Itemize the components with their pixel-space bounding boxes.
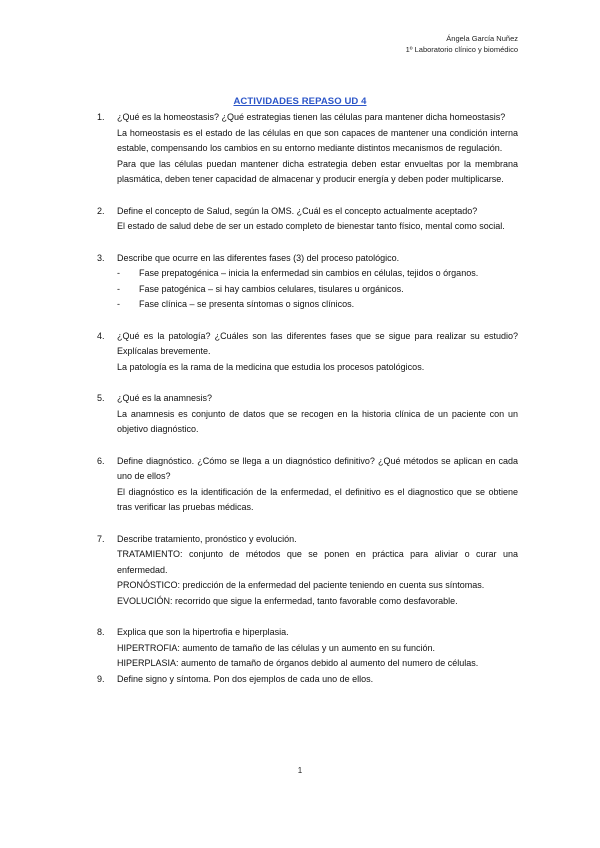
answer-text: EVOLUCIÓN: recorrido que sigue la enfermedad, tanto favorable como desfavorable. — [117, 595, 458, 606]
questions-list — [97, 110, 518, 687]
question-text: ¿Qué es la anamnesis? — [117, 393, 213, 403]
answer-text: El estado de salud debe de ser un estado completo de bienestar tanto físico, mental como social. — [117, 221, 505, 231]
answer-text: La patología es la rama de la medicina que estudia los procesos patológicos. — [117, 361, 425, 372]
list-item: - Fase prepatogénica – inicia la enfermedad sin cambios en células, tejidos o órganos. — [117, 268, 479, 278]
question-text: Define el concepto de Salud, según la OMS. ¿Cuál es el concepto actualmente aceptado? — [117, 205, 478, 216]
question-number: 2. — [97, 205, 105, 216]
question-1 — [97, 110, 518, 188]
answer-text: La anamnesis es conjunto de datos que se recogen en la historia clínica de un paciente con un objetivo diagnóstico. — [117, 408, 518, 434]
question-2 — [97, 204, 518, 235]
phase-list — [117, 266, 518, 313]
author-name: Ángela García Nuñez — [446, 34, 518, 43]
question-8 — [97, 625, 518, 672]
question-4 — [97, 329, 518, 376]
question-3 — [97, 251, 518, 313]
answer-text: HIPERPLASIA: aumento de tamaño de órganos debido al aumento del numero de células. — [117, 658, 479, 668]
course-name: 1º Laboratorio clínico y biomédico — [405, 45, 518, 54]
answer-text: HIPERTROFIA: aumento de tamaño de las células y un aumento en su función. — [117, 642, 436, 653]
question-number: 4. — [97, 330, 105, 341]
question-6 — [97, 454, 518, 516]
question-text: ¿Qué es la homeostasis? ¿Qué estrategias tienen las células para mantener dicha homeostasis? — [117, 112, 506, 122]
question-text: ¿Qué es la patología? ¿Cuáles son las diferentes fases que se sigue para realizar su estudio? Explícalas brevemente. — [117, 330, 518, 356]
answer-text: Para que las células puedan mantener dicha estrategia deben estar envueltas por la membrana plasmática, deben tener capacidad de almacenar y producir energía y deben poder multiplicarse. — [117, 158, 518, 184]
question-5 — [97, 391, 518, 438]
question-text: Define signo y síntoma. Pon dos ejemplos de cada uno de ellos. — [117, 673, 374, 684]
question-9 — [97, 672, 518, 688]
page-header — [406, 33, 518, 55]
question-number: 8. — [97, 627, 105, 637]
question-number: 6. — [97, 455, 105, 466]
question-number: 5. — [97, 393, 105, 403]
question-text: Describe que ocurre en las diferentes fases (3) del proceso patológico. — [117, 252, 400, 263]
question-text: Describe tratamiento, pronóstico y evolución. — [117, 533, 297, 544]
answer-text: PRONÓSTICO: predicción de la enfermedad del paciente teniendo en cuenta sus síntomas. — [117, 580, 485, 590]
question-text: Define diagnóstico. ¿Cómo se llega a un diagnóstico definitivo? ¿Qué métodos se aplican en cada uno de ellos? — [117, 455, 518, 481]
question-number: 9. — [97, 673, 105, 684]
page-number: 1 — [297, 766, 303, 775]
question-number: 3. — [97, 252, 105, 263]
list-item: - Fase clínica – se presenta síntomas o signos clínicos. — [117, 299, 355, 309]
question-text: Explica que son la hipertrofia e hiperplasia. — [117, 627, 289, 637]
question-7 — [97, 532, 518, 610]
document-title: ACTIVIDADES REPASO UD 4 — [233, 96, 367, 107]
question-number: 7. — [97, 533, 105, 544]
answer-text: El diagnóstico es la identificación de la enfermedad, el definitivo es el diagnostico que se obtiene tras verificar las pruebas médicas. — [117, 486, 518, 512]
list-item: - Fase patogénica – si hay cambios celulares, tisulares u orgánicos. — [117, 283, 404, 294]
question-number: 1. — [97, 112, 105, 122]
answer-text: TRATAMIENTO: conjunto de métodos que se ponen en práctica para aliviar o curar una enfermedad. — [117, 549, 518, 575]
answer-text: La homeostasis es el estado de las células en que son capaces de mantener una condición interna estable, compensando los cambios en su entorno mediante distintos mecanismos de regulación. — [117, 127, 518, 153]
